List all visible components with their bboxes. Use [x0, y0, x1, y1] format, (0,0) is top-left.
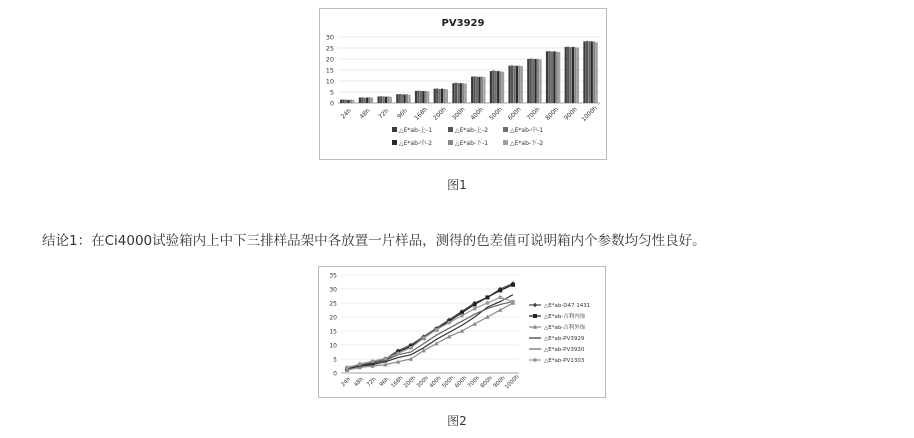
bar	[434, 89, 436, 103]
bar	[406, 94, 408, 103]
bar	[352, 100, 354, 103]
y-tick-label: 0	[333, 370, 337, 378]
data-point	[486, 301, 490, 305]
bar	[530, 59, 532, 103]
data-point	[511, 300, 515, 304]
bar	[596, 42, 598, 103]
y-tick-label: 30	[329, 286, 337, 294]
line-chart	[319, 267, 605, 397]
data-point	[371, 359, 375, 363]
bar	[539, 59, 541, 103]
x-tick-label: 700h	[525, 106, 542, 122]
bar	[593, 42, 595, 103]
bar	[565, 47, 567, 103]
bar	[422, 91, 424, 103]
legend-label: △E*ab-吉利内饰	[544, 314, 586, 320]
bar	[548, 51, 550, 103]
bar	[385, 97, 387, 103]
x-tick-label: 300h	[415, 375, 430, 390]
x-tick-label: 96h	[378, 376, 391, 389]
x-tick-label: 500h	[488, 106, 504, 122]
legend-label: △E*ab-下-1	[455, 140, 489, 147]
x-tick-label: 300h	[450, 106, 467, 122]
x-tick-label: 200h	[403, 375, 418, 390]
bar	[446, 89, 448, 103]
bar	[401, 94, 403, 103]
bar	[497, 71, 499, 103]
data-point	[473, 307, 477, 311]
bar	[452, 83, 454, 103]
legend-swatch	[448, 127, 453, 132]
bar	[425, 91, 427, 103]
bar	[364, 98, 366, 103]
x-tick-label: 800h	[544, 106, 561, 122]
data-point	[533, 303, 537, 307]
bar	[483, 77, 485, 103]
bar	[508, 66, 510, 103]
x-tick-label: 168h	[413, 106, 430, 122]
data-point	[498, 288, 502, 292]
data-point	[498, 296, 502, 300]
bar	[495, 71, 497, 103]
bar	[382, 96, 384, 103]
x-tick-label: 900h	[562, 106, 579, 122]
bar	[462, 83, 464, 103]
x-tick-label: 600h	[454, 375, 469, 390]
bar	[473, 76, 475, 103]
bar	[511, 65, 513, 103]
bar	[492, 70, 494, 103]
bar	[380, 96, 382, 103]
bar	[436, 88, 438, 103]
legend-label: △E*ab-下-2	[510, 140, 544, 147]
bar	[415, 91, 417, 103]
x-tick-label: 72h	[377, 107, 391, 121]
bar	[516, 66, 518, 103]
bar	[427, 91, 429, 103]
x-tick-label: 48h	[358, 107, 372, 121]
bar	[572, 47, 574, 103]
bar	[535, 59, 537, 103]
bar	[390, 97, 392, 103]
bar	[420, 91, 422, 103]
bar	[366, 98, 368, 104]
bar	[556, 52, 558, 103]
bar	[345, 100, 347, 103]
bar	[527, 59, 529, 103]
data-point	[473, 302, 477, 306]
x-tick-label: 800h	[479, 375, 494, 390]
x-tick-label: 1000h	[580, 104, 599, 124]
x-tick-label: 1000h	[503, 373, 521, 391]
bar	[465, 84, 467, 103]
chart-title: PV3929	[441, 18, 485, 29]
bar	[569, 47, 571, 103]
x-tick-label: 72h	[366, 376, 378, 389]
y-tick-label: 30	[325, 33, 334, 42]
legend-label: △E*ab-中-1	[510, 127, 544, 134]
y-tick-label: 10	[325, 77, 334, 86]
figure1-chart	[319, 8, 607, 160]
figure1-caption: 图1	[447, 178, 467, 192]
bar	[588, 41, 590, 103]
bar-chart	[320, 9, 606, 159]
x-tick-label: 900h	[492, 375, 507, 390]
bar	[546, 51, 548, 103]
x-tick-label: 700h	[466, 375, 482, 390]
y-tick-label: 25	[329, 300, 337, 308]
y-tick-label: 15	[325, 66, 334, 75]
bar	[577, 48, 579, 103]
x-tick-label: 168h	[390, 375, 405, 390]
bar	[553, 51, 555, 103]
bar	[443, 89, 445, 103]
legend-label: △E*ab-中-2	[399, 140, 433, 147]
y-tick-label: 20	[325, 55, 334, 64]
legend-label: △E*ab-D47 1431	[544, 303, 591, 309]
x-tick-label: 600h	[506, 106, 523, 122]
bar	[417, 91, 419, 103]
y-tick-label: 25	[325, 44, 334, 53]
bar	[500, 71, 502, 103]
x-tick-label: 200h	[431, 106, 448, 122]
bar	[551, 52, 553, 103]
bar	[404, 94, 406, 103]
data-point	[511, 283, 515, 287]
bar	[369, 97, 371, 103]
bar	[521, 66, 523, 103]
bar	[591, 41, 593, 103]
bar	[361, 97, 363, 103]
figure2-chart	[318, 266, 606, 398]
x-tick-label: 24h	[339, 107, 353, 121]
data-point	[533, 358, 537, 362]
legend-label: △E*ab-上-2	[455, 127, 489, 134]
data-point	[460, 314, 464, 318]
x-tick-label: 96h	[395, 107, 409, 121]
x-tick-label: 400h	[428, 375, 443, 390]
data-point	[422, 336, 426, 340]
legend-swatch	[392, 127, 397, 132]
y-tick-label: 5	[329, 88, 334, 97]
bar	[518, 66, 520, 103]
conclusion-text: 结论1：在Ci4000试验箱内上中下三排样品架中各放置一片样品，测得的色差值可说明箱内个参数均匀性良好。	[42, 233, 706, 249]
bar	[558, 52, 560, 103]
bar	[502, 72, 504, 103]
bar	[342, 99, 344, 103]
bar	[532, 59, 534, 103]
bar	[387, 96, 389, 103]
bar	[350, 100, 352, 103]
y-tick-label: 20	[329, 314, 337, 322]
data-point	[358, 362, 362, 366]
bar	[408, 95, 410, 103]
data-point	[485, 295, 489, 299]
x-tick-label: 24h	[340, 376, 353, 389]
legend-label: △E*ab-PV3930	[544, 347, 585, 353]
x-tick-label: 48h	[353, 376, 365, 389]
data-point	[434, 328, 438, 332]
y-tick-label: 5	[333, 356, 337, 364]
x-tick-label: 500h	[441, 375, 456, 390]
data-point	[409, 346, 413, 350]
bar	[567, 47, 569, 103]
bar	[537, 59, 539, 103]
y-tick-label: 0	[329, 99, 334, 108]
legend-swatch	[392, 140, 397, 145]
legend-label: △E*ab-吉利外饰	[544, 325, 586, 331]
legend-swatch	[503, 140, 508, 145]
data-point	[447, 321, 451, 325]
bar	[377, 96, 379, 103]
data-point	[533, 314, 537, 318]
bar	[476, 77, 478, 103]
data-point	[383, 357, 387, 361]
bar	[347, 100, 349, 103]
legend-swatch	[448, 140, 453, 145]
bar	[513, 66, 515, 103]
bar	[481, 77, 483, 103]
bar	[583, 41, 585, 103]
y-tick-label: 10	[329, 342, 337, 350]
data-point	[396, 352, 400, 356]
bar	[441, 89, 443, 103]
legend-label: △E*ab-上-1	[399, 127, 433, 134]
legend-label: △E*ab-PV3929	[544, 336, 585, 342]
x-tick-label: 400h	[469, 106, 486, 122]
bar	[574, 47, 576, 103]
y-tick-label: 35	[329, 272, 337, 280]
bar	[490, 71, 492, 103]
bar	[471, 77, 473, 103]
legend-swatch	[503, 127, 508, 132]
bar	[399, 94, 401, 103]
data-point	[345, 366, 349, 370]
legend-label: △E*ab-PV1303	[544, 358, 585, 364]
bar	[586, 41, 588, 103]
bar	[457, 83, 459, 103]
y-tick-label: 15	[329, 328, 337, 336]
bar	[340, 100, 342, 103]
bar	[371, 98, 373, 103]
bar	[438, 89, 440, 103]
bar	[396, 94, 398, 103]
bar	[478, 77, 480, 103]
bar	[359, 98, 361, 104]
figure2-caption: 图2	[447, 414, 467, 428]
bar	[455, 83, 457, 103]
bar	[460, 83, 462, 103]
